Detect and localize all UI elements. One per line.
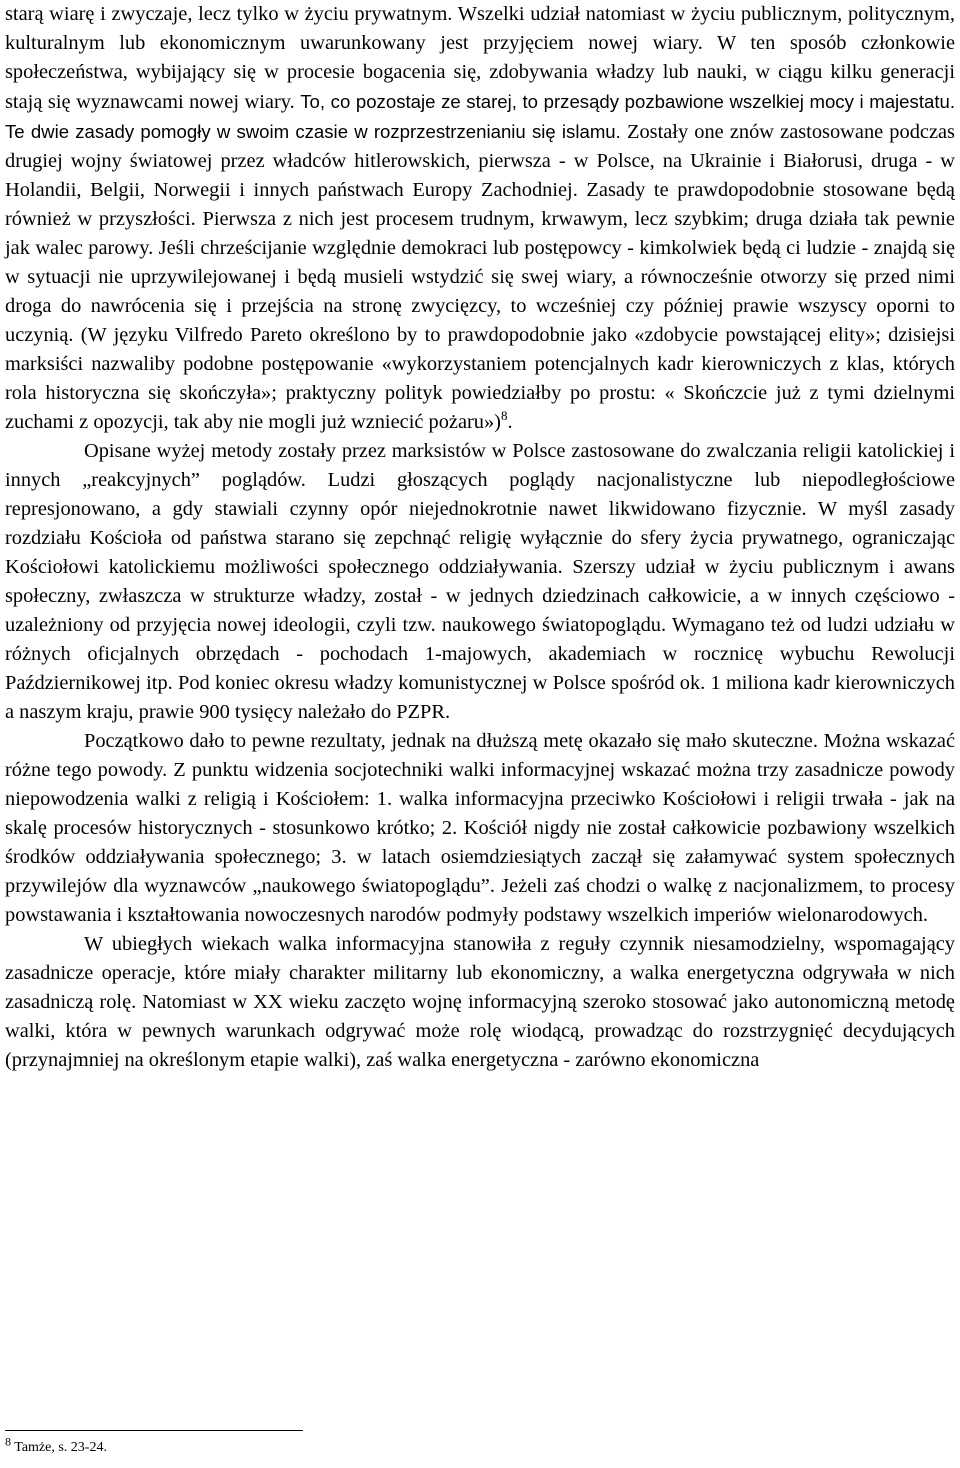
paragraph-3-text: Początkowo dało to pewne rezultaty, jednak na dłuższą metę okazało się mało skuteczne. Można wskazać różne tego powody. Z punktu widzenia socjotechniki walki informacyjnej wskazać można trzy zasadnicze powody niepowodzenia walki z religią i Kościołem: 1. walka informacyjna przeciwko Kościołowi i religii trwała - jak na skalę procesów historycznych - stosunkowo krótko; 2. Kościół nigdy nie został całkowicie pozbawiony wszelkich środków oddziaływania społecznego; 3. w latach osiemdziesiątych zaczął się załamywać system społecznych przywilejów dla wyznawców „naukowego światopoglądu”. Jeżeli zaś chodzi o walkę z nacjonalizmem, to procesy powstawania i kształtowania nowoczesnych narodów podmyły podstawy wszelkich imperiów wielonarodowych. (5, 730, 955, 926)
footnote-marker: 8 (5, 1434, 11, 1449)
footnote-text: Tamże, s. 23-24. (11, 1440, 107, 1455)
document-page (5, 0, 955, 1075)
paragraph-1-end: . (507, 411, 513, 433)
footnote-reference[interactable]: 8 (500, 408, 508, 424)
paragraph-4 (5, 930, 955, 1075)
paragraph-1 (5, 0, 955, 437)
paragraph-3 (5, 727, 955, 930)
paragraph-2 (5, 437, 955, 727)
footnote (5, 1434, 107, 1456)
paragraph-2-text: Opisane wyżej metody zostały przez marksistów w Polsce zastosowane do zwalczania religii katolickiej i innych „reakcyjnych” poglądów. Ludzi głoszących poglądy nacjonalistyczne lub niepodległościowe represjonowano, a gdy stawiali czynny opór niejednokrotnie nawet likwidowano fizycznie. W myśl zasady rozdziału Kościoła od państwa starano się zepchnąć religię wyłącznie do sfery życia prywatnego, ograniczając Kościołowi katolickiemu możliwości społecznego oddziaływania. Szerszy udział w życiu publicznym i awans społeczny, zwłaszcza w strukturze władzy, został - w jednych dziedzinach całkowicie, a w innych częściowo - uzależniony od przyjęcia nowej ideologii, czyli tzw. naukowego światopoglądu. Wymagano też od ludzi udziału w różnych oficjalnych obrzędach - pochodach 1-majowych, akademiach w rocznicę wybuchu Rewolucji Październikowej itp. Pod koniec okresu władzy komunistycznej w Polsce spośród ok. 1 miliona kadr kierowniczych a naszym kraju, prawie 900 tysięcy należało do PZPR. (5, 440, 955, 723)
paragraph-1-text-a: starą wiarę i zwyczaje, lecz tylko w życiu prywatnym. Wszelki udział natomiast w życiu publicznym, politycznym, kulturalnym lub ekonomicznym uwarunkowany jest przyjęciem nowej wiary. W ten sposób członkowie społeczeństwa, wybijający się w procesie bogacenia się, zdobywania władzy lub nauki, w ciągu kilku generacji stają się wyznawcami nowej wiary. (5, 3, 955, 113)
paragraph-1-text-c: Zostały one znów zastosowane podczas drugiej wojny światowej przez władców hitlerowskich, pierwsza - w Polsce, na Ukrainie i Białorusi, druga - w Holandii, Belgii, Norwegii i innych państwach Europy Zachodniej. Zasady te prawdopodobnie stosowane będą również w przyszłości. Pierwsza z nich jest procesem trudnym, krwawym, lecz szybkim; druga działa tak pewnie jak walec parowy. Jeśli chrześcijanie względnie demokraci lub postępowcy - kimkolwiek będą ci ludzie - znajdą się w sytuacji nie uprzywilejowanej i będą musieli wstydzić się swej wiary, a równocześnie otworzy się przed nimi droga do nawrócenia się i przejścia na stronę zwycięzcy, to wcześniej czy później prawie wszyscy oporni to uczynią. (W języku Vilfredo Pareto określono by to prawdopodobnie jako «zdobycie powstającej elity»; dzisiejsi marksiści nazwaliby podobne postępowanie «wykorzystaniem potencjalnych kadr kierowniczych z klas, których rola historyczna się skończyła»; praktyczny polityk powiedziałby po prostu: « Skończcie już z tymi dzielnymi zuchami z opozycji, tak aby nie mogli już wzniecić pożaru») (5, 121, 955, 433)
paragraph-4-text: W ubiegłych wiekach walka informacyjna stanowiła z reguły czynnik niesamodzielny, wspomagający zasadnicze operacje, które miały charakter militarny lub ekonomiczny, a walka energetyczna odgrywała w nich zasadniczą rolę. Natomiast w XX wieku zaczęto wojnę informacyjną szeroko stosować jako autonomiczną metodę walki, która w pewnych warunkach odgrywać może rolę wiodącą, prowadząc do rozstrzygnięć decydujących (przynajmniej na określonym etapie walki), zaś walka energetyczna - zarówno ekonomiczna (5, 933, 955, 1071)
paragraph-1-text-b: To, co pozostaje ze starej, to przesądy pozbawione wszelkiej mocy i majestatu. Te dwie zasady pomogły w swoim czasie w rozprzestrzenianiu się islamu. (5, 91, 955, 142)
footnote-separator (5, 1430, 303, 1431)
